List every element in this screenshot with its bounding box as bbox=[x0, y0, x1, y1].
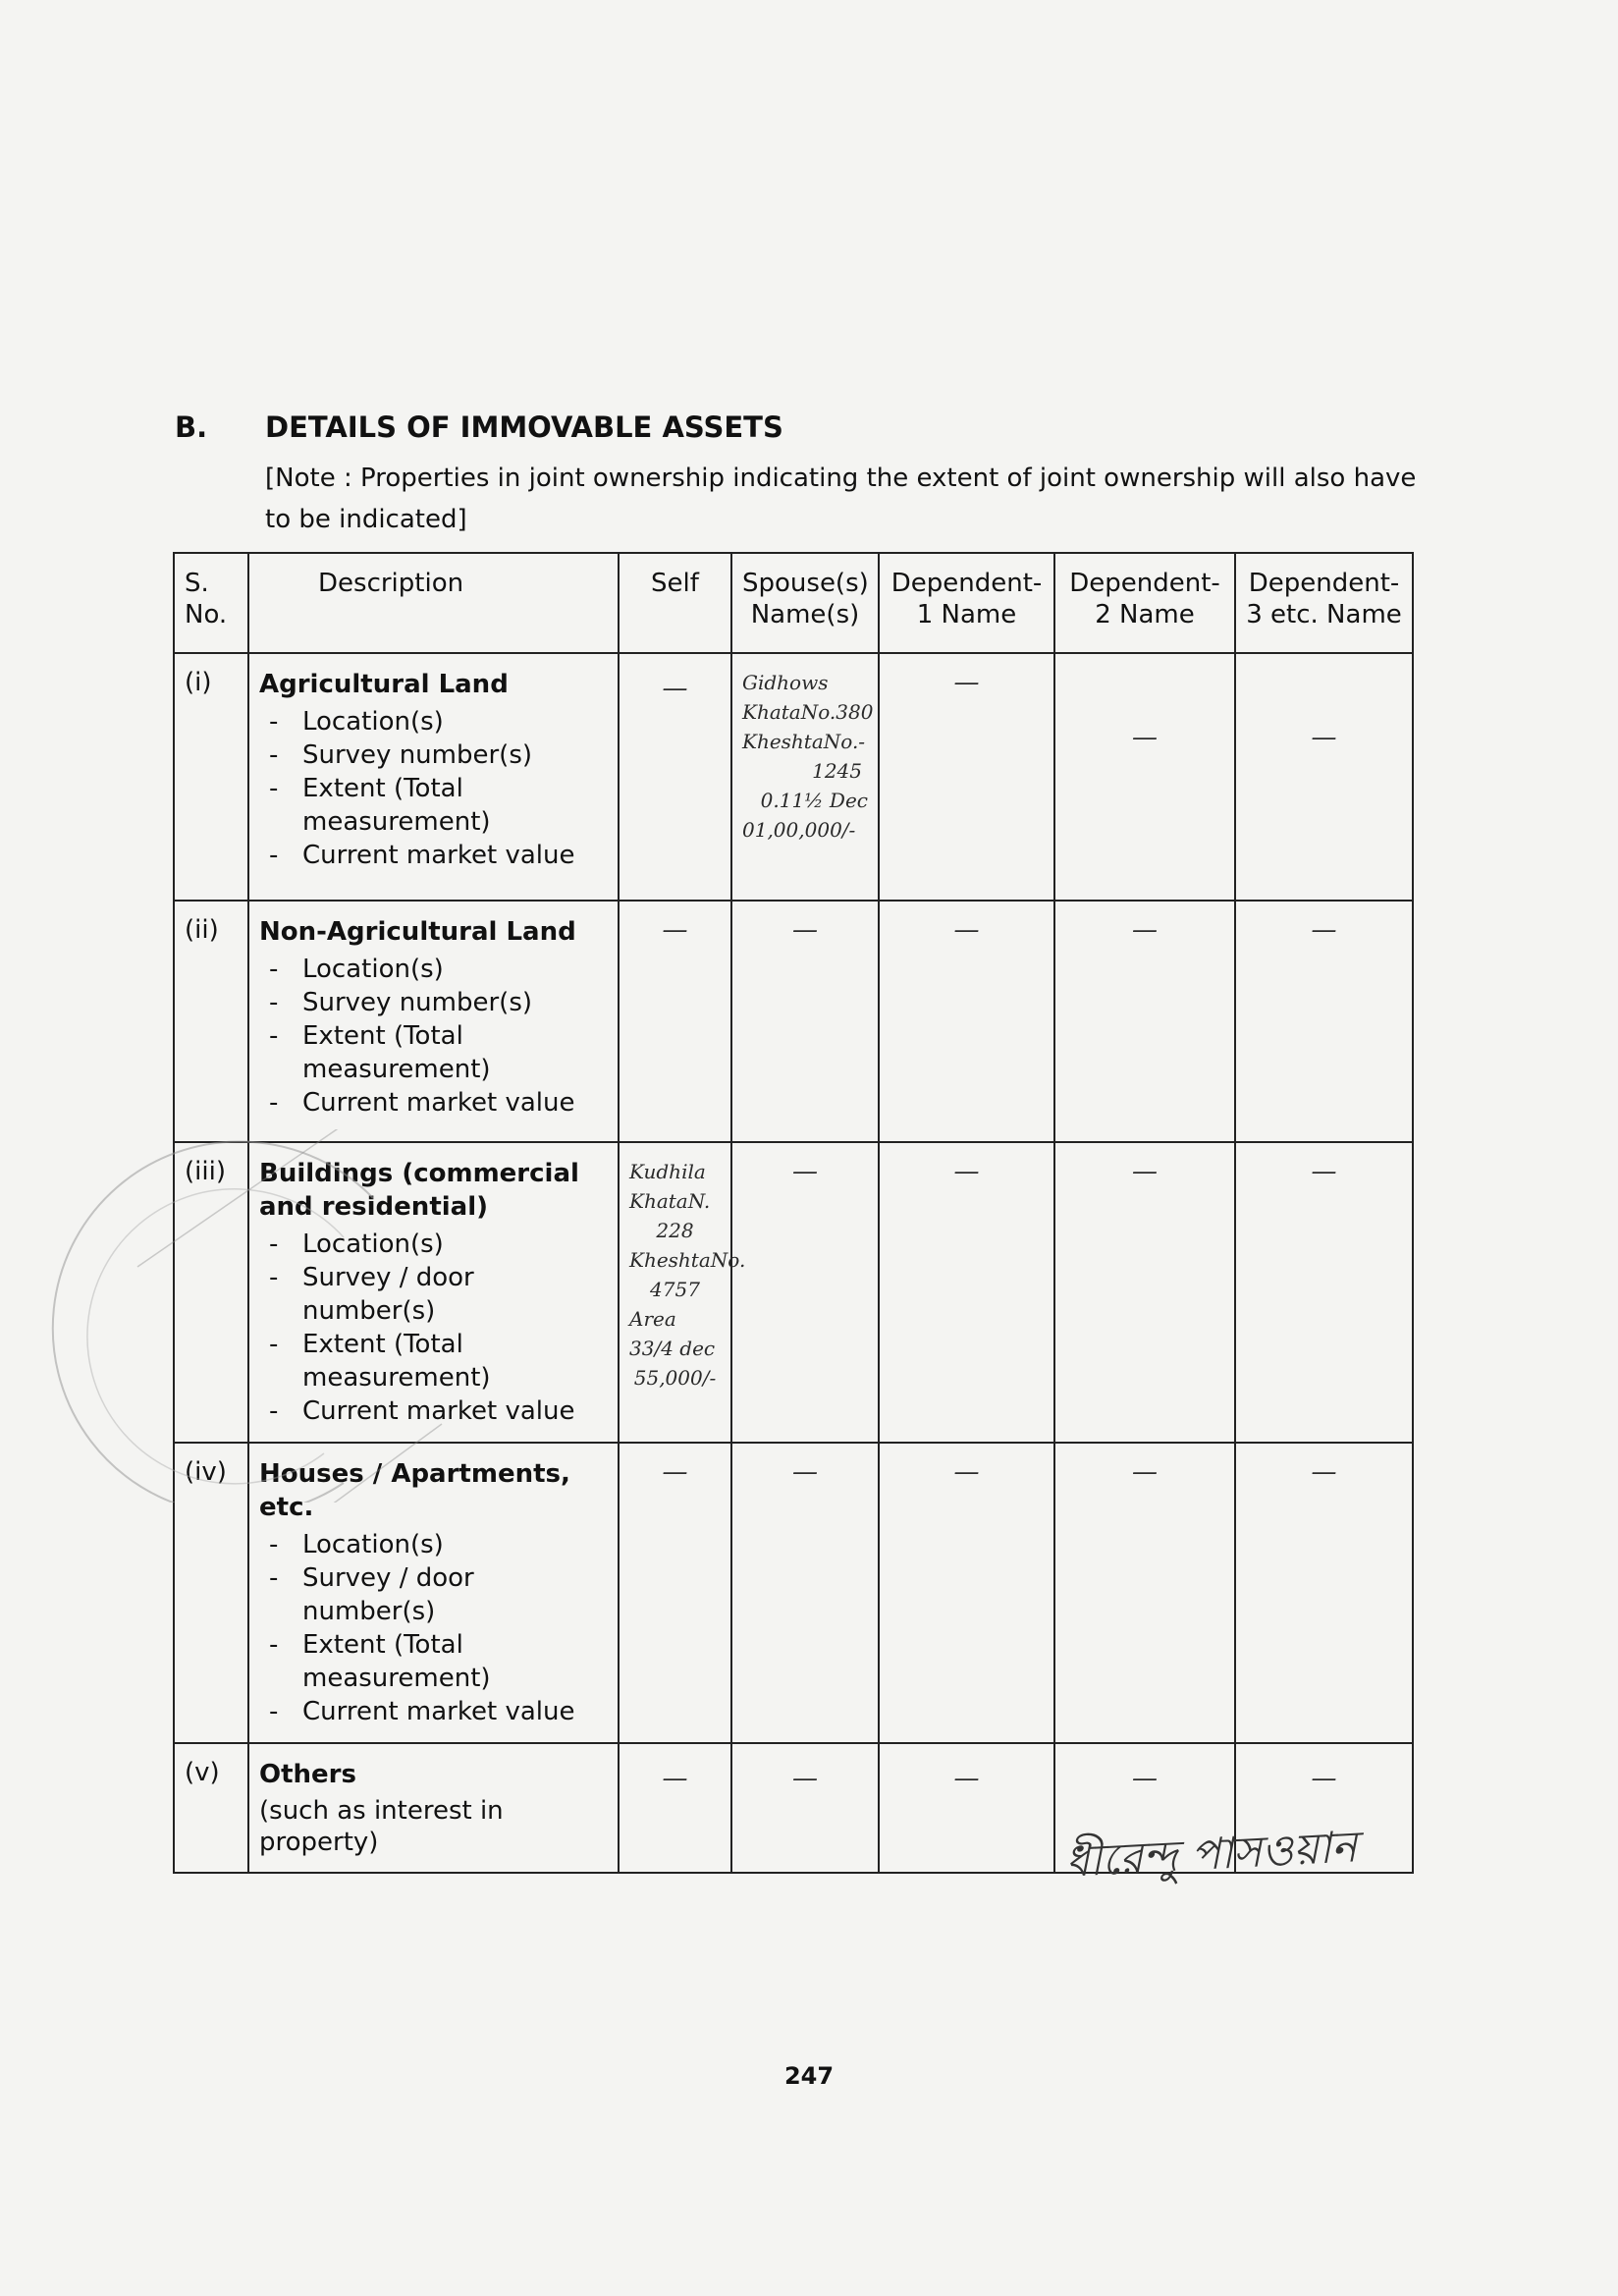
handwritten-text: KheshtaNo. bbox=[629, 1248, 746, 1272]
cell-dependent-1: — bbox=[879, 1743, 1054, 1873]
header-dependent-2: Dependent-2 Name bbox=[1054, 553, 1235, 653]
row-title: Others bbox=[259, 1760, 356, 1789]
header-sno: S. No. bbox=[174, 553, 248, 653]
cell-dependent-1: — bbox=[879, 901, 1054, 1142]
immovable-assets-table bbox=[173, 552, 1414, 1874]
row-description bbox=[248, 901, 619, 1142]
item-label: Survey number(s) bbox=[302, 988, 533, 1017]
header-dependent-3: Dependent-3 etc. Name bbox=[1235, 553, 1413, 653]
section-title: DETAILS OF IMMOVABLE ASSETS bbox=[265, 410, 783, 444]
list-item: - Current market value bbox=[259, 1086, 608, 1120]
row-title: Buildings (commercial and residential) bbox=[259, 1159, 579, 1222]
cell-dependent-1: — bbox=[879, 653, 1054, 901]
cell-self: — bbox=[619, 653, 731, 901]
item-label: Current market value bbox=[302, 1396, 575, 1426]
list-item: - Extent (Total measurement) bbox=[259, 1328, 608, 1394]
cell-spouse: — bbox=[731, 1743, 879, 1873]
table-header-row bbox=[174, 553, 1413, 653]
item-label: Location(s) bbox=[302, 1530, 444, 1559]
handwritten-text: Area 33/4 dec bbox=[629, 1307, 716, 1360]
row-description bbox=[248, 1443, 619, 1743]
row-description bbox=[248, 1142, 619, 1443]
cell-spouse: — bbox=[731, 1142, 879, 1443]
cell-dependent-3: — bbox=[1235, 1142, 1413, 1443]
cell-spouse-handwritten bbox=[731, 653, 879, 901]
row-subtitle: (such as interest in property) bbox=[259, 1796, 504, 1857]
section-heading bbox=[175, 410, 783, 444]
row-description bbox=[248, 1743, 619, 1873]
list-item: - Location(s) bbox=[259, 1228, 608, 1261]
list-item: - Survey number(s) bbox=[259, 986, 608, 1019]
signature: ধীরেন্দু পাসওয়ান bbox=[1063, 1822, 1359, 1887]
handwritten-text: KheshtaNo.- bbox=[742, 730, 866, 753]
item-label: Extent (Total measurement) bbox=[302, 1630, 491, 1693]
list-item: - Location(s) bbox=[259, 1528, 608, 1561]
cell-self-handwritten bbox=[619, 1142, 746, 1443]
table-row bbox=[174, 901, 1413, 1142]
cell-dependent-3: — bbox=[1235, 653, 1413, 901]
list-item: - Extent (Total measurement) bbox=[259, 772, 608, 839]
item-label: Current market value bbox=[302, 841, 575, 870]
list-item: - Extent (Total measurement) bbox=[259, 1019, 608, 1086]
list-item: - Current market value bbox=[259, 1695, 608, 1728]
cell-dependent-3: — bbox=[1235, 1443, 1413, 1743]
cell-dependent-2: — bbox=[1054, 1142, 1235, 1443]
list-item: - Extent (Total measurement) bbox=[259, 1628, 608, 1695]
handwritten-text: 228 bbox=[656, 1219, 694, 1242]
table-row bbox=[174, 1443, 1413, 1743]
handwritten-text: Kudhila bbox=[629, 1160, 706, 1183]
row-title: Agricultural Land bbox=[259, 670, 509, 699]
list-item: - Survey number(s) bbox=[259, 738, 608, 772]
list-item: - Current market value bbox=[259, 1394, 608, 1428]
cell-dependent-1: — bbox=[879, 1443, 1054, 1743]
handwritten-text: KhataNo.380 bbox=[742, 700, 874, 724]
item-label: Current market value bbox=[302, 1088, 575, 1118]
item-label: Survey number(s) bbox=[302, 740, 533, 770]
list-item: - Current market value bbox=[259, 839, 608, 872]
item-label: Extent (Total measurement) bbox=[302, 774, 491, 837]
cell-dependent-2: — bbox=[1054, 653, 1235, 901]
header-spouse: Spouse(s) Name(s) bbox=[731, 553, 879, 653]
row-sno: (v) bbox=[174, 1743, 248, 1873]
list-item: - Survey / door number(s) bbox=[259, 1561, 608, 1628]
cell-self: — bbox=[619, 1743, 731, 1873]
row-sno: (iv) bbox=[174, 1443, 248, 1743]
table-row bbox=[174, 653, 1413, 901]
handwritten-text: KhataN. bbox=[629, 1189, 711, 1213]
cell-self: — bbox=[619, 1443, 731, 1743]
cell-dependent-2: — bbox=[1054, 1743, 1235, 1873]
item-label: Survey / door number(s) bbox=[302, 1563, 474, 1626]
page-number: 247 bbox=[783, 2062, 835, 2090]
cell-spouse: — bbox=[731, 1443, 879, 1743]
handwritten-text: 1245 bbox=[812, 759, 862, 783]
table-row bbox=[174, 1142, 1413, 1443]
handwritten-text: 4757 bbox=[650, 1278, 700, 1301]
cell-dependent-2: — bbox=[1054, 1443, 1235, 1743]
list-item: - Location(s) bbox=[259, 953, 608, 986]
cell-self: — bbox=[619, 901, 731, 1142]
cell-dependent-3: — bbox=[1235, 1743, 1413, 1873]
handwritten-text: Gidhows bbox=[742, 671, 829, 694]
row-sno: (ii) bbox=[174, 901, 248, 1142]
cell-dependent-1: — bbox=[879, 1142, 1054, 1443]
cell-dependent-3: — bbox=[1235, 901, 1413, 1142]
section-note: [Note : Properties in joint ownership indicating the extent of joint ownership will also have to be indicated] bbox=[265, 464, 1417, 534]
item-label: Location(s) bbox=[302, 955, 444, 984]
header-description: Description bbox=[248, 553, 619, 653]
handwritten-text: 55,000/- bbox=[633, 1366, 717, 1390]
row-title: Houses / Apartments, etc. bbox=[259, 1459, 570, 1522]
header-self: Self bbox=[619, 553, 731, 653]
row-title: Non-Agricultural Land bbox=[259, 917, 576, 947]
item-label: Location(s) bbox=[302, 707, 444, 737]
row-sno: (i) bbox=[174, 653, 248, 901]
handwritten-text: 0.11½ Dec bbox=[760, 789, 868, 812]
item-label: Survey / door number(s) bbox=[302, 1263, 474, 1326]
handwritten-text: 01,00,000/- bbox=[742, 818, 856, 842]
item-label: Current market value bbox=[302, 1697, 575, 1726]
cell-dependent-2: — bbox=[1054, 901, 1235, 1142]
row-sno: (iii) bbox=[174, 1142, 248, 1443]
header-dependent-1: Dependent-1 Name bbox=[879, 553, 1054, 653]
cell-spouse: — bbox=[731, 901, 879, 1142]
section-label: B. bbox=[175, 410, 208, 444]
list-item: - Survey / door number(s) bbox=[259, 1261, 608, 1328]
item-label: Location(s) bbox=[302, 1230, 444, 1259]
item-label: Extent (Total measurement) bbox=[302, 1021, 491, 1084]
row-description bbox=[248, 653, 619, 901]
list-item: - Location(s) bbox=[259, 705, 608, 738]
item-label: Extent (Total measurement) bbox=[302, 1330, 491, 1393]
